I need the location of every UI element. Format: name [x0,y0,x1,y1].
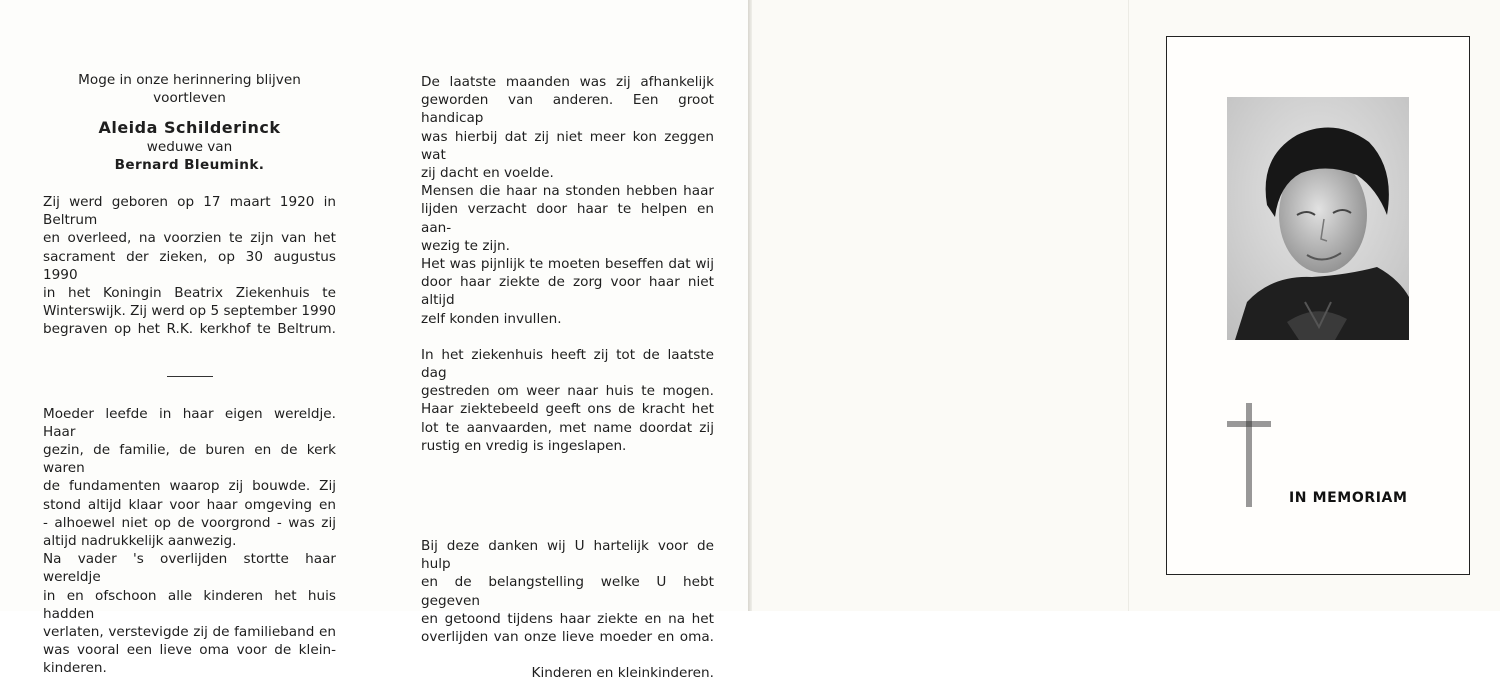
text-line: lot te aanvaarden, met name doordat zij [421,419,714,436]
widowhood-paragraph [43,550,336,677]
in-memoriam-title: IN MEMORIAM [1289,490,1408,506]
hospital-paragraph [421,346,714,455]
text-line: overlijden van onze lieve moeder en oma. [421,629,714,646]
text-line: en de belangstelling welke U hebt gegeven [421,574,714,609]
portrait-photo [1227,97,1409,340]
text-line: stond altijd klaar voor haar omgeving en [43,496,336,513]
text-line: Haar ziektebeeld geeft ons de kracht het [421,401,714,418]
text-line: Winterswijk. Zij werd op 5 september 1990 [43,303,336,320]
text-line: Zij werd geboren op 17 maart 1920 in Beltrum [43,194,336,229]
text-line: Mensen die haar na stonden hebben haar [421,183,714,200]
text-line: Na vader 's overlijden stortte haar wereldje [43,551,336,586]
birth-death-paragraph [43,193,336,339]
text-line: zelf konden invullen. [421,310,562,327]
text-line: en overleed, na voorzien te zijn van het [43,230,336,247]
last-months-paragraph [421,73,714,182]
text-line: geworden van anderen. Een groot handicap [421,92,714,127]
text-line: de fundamenten waarop zij bouwde. Zij [43,478,336,495]
text-column-left [43,71,336,678]
text-line: Bij deze danken wij U hartelijk voor de hulp [421,538,714,573]
text-line: en getoond tijdens haar ziekte en na het [421,610,714,627]
text-line: zij dacht en voelde. [421,165,554,182]
text-line: in het Koningin Beatrix Ziekenhuis te [43,285,336,302]
widow-of-label: weduwe van [146,138,233,155]
page-crease [1128,0,1129,611]
character-paragraph [43,405,336,551]
text-line: was hierbij dat zij niet meer kon zeggen wat [421,128,714,163]
cross-icon [1227,403,1271,507]
carers-paragraph [421,182,714,255]
memorial-card-front [1166,36,1470,575]
text-line: sacrament der zieken, op 30 augustus 1990 [43,248,336,283]
husband-name: Bernard Bleumink. [114,156,265,173]
text-line: door haar ziekte de zorg voor haar niet altijd [421,274,714,309]
text-line: verlaten, verstevigde zij de familieband en [43,624,336,641]
text-line: rustig en vredig is ingeslapen. [421,437,627,454]
text-line: - alhoewel niet op de voorgrond - was zij [43,514,336,531]
text-line: begraven op het R.K. kerkhof te Beltrum. [43,321,336,338]
text-column-right [421,73,714,682]
text-line: was vooral een lieve oma voor de klein- [43,642,336,659]
thanks-paragraph [421,537,714,646]
portrait-illustration [1227,97,1409,340]
text-line: wezig te zijn. [421,237,510,254]
text-line: In het ziekenhuis heeft zij tot de laatste dag [421,346,714,382]
deceased-name: Aleida Schilderinck [98,118,281,138]
text-line: kinderen. [43,660,107,677]
text-line: Moeder leefde in haar eigen wereldje. Haar [43,405,336,440]
painful-paragraph [421,255,714,328]
text-line: lijden verzacht door haar te helpen en aan- [421,201,714,236]
text-line: Het was pijnlijk te moeten beseffen dat wij [421,256,714,273]
text-line: De laatste maanden was zij afhankelijk [421,74,714,90]
text-line: gestreden om weer naar huis te mogen. [421,383,714,400]
text-line: in en ofschoon alle kinderen het huis hadden [43,587,336,622]
opening-line: Moge in onze herinnering blijven voortleven [78,72,301,107]
left-page [0,0,748,682]
text-line: gezin, de familie, de buren en de kerk waren [43,442,336,477]
text-line: altijd nadrukkelijk aanwezig. [43,533,237,550]
signature: Kinderen en kleinkinderen. [531,665,714,682]
